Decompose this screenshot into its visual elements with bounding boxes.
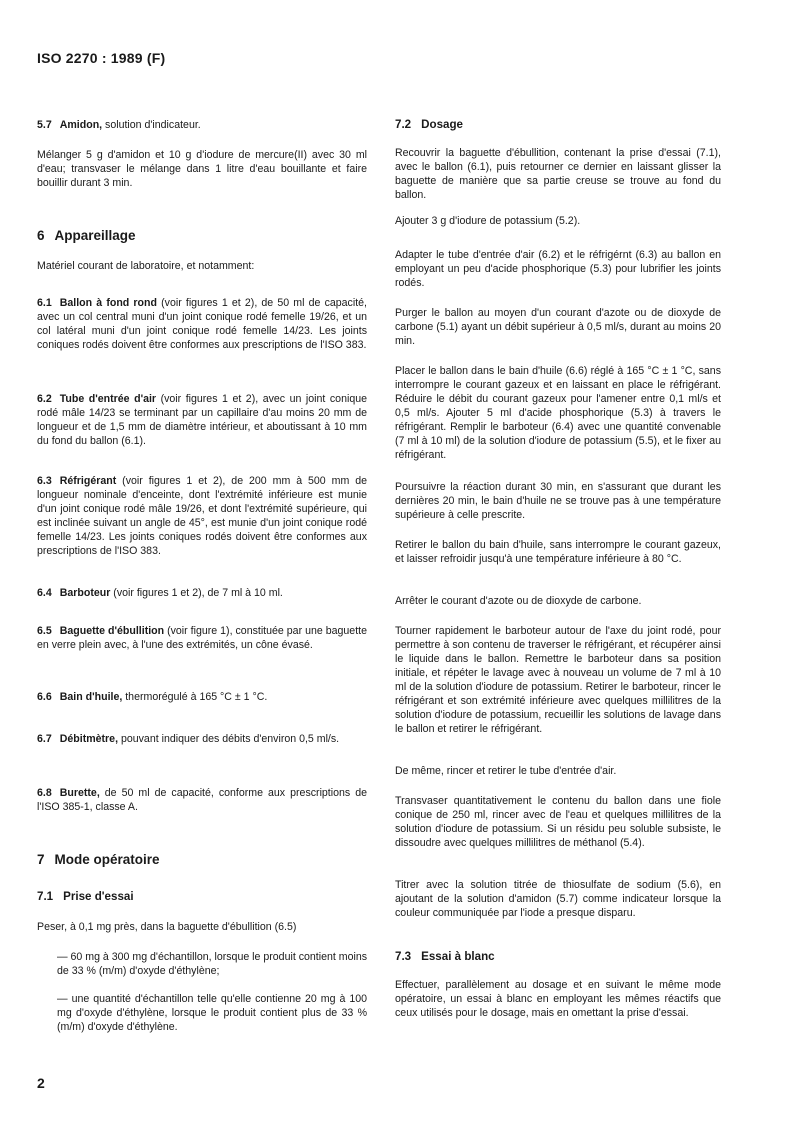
dosage-para-5: Placer le ballon dans le bain d'huile (6.6) réglé à 165 °C ± 1 °C, sans interrompre le courant gazeux et en laissant en place le réfrigérant. Réduire le débit du courant gazeux pour l'amener entre 0,1 ml/s et 0,5 ml/s. Ajouter 5 ml d'acide phosphorique (5.3) à travers le réfrigérant. Remplir le barboteur (6.4) avec une quantité convenable (7 ml à 10 ml) de la solution d'iodure de potassium (5.5), et le fixer au réfrigérant. (395, 365, 721, 461)
heading-7-3: 7.3 Essai à blanc (395, 950, 495, 963)
section-6-3: 6.3 Réfrigérant (voir figures 1 et 2), de 200 mm à 500 mm de longueur nominale d'enceinte, dont l'extrémité inférieure est munie d'un joint conique rodé mâle 19/26, et dont l'extrémité supérieure, qui est inclinée suivant un angle de 45°, est munie d'un joint conique rodé femelle 14/23. Les joints coniques rodés doivent être conformes aux prescriptions de l'ISO 383. (37, 475, 367, 557)
dosage-para-2: Ajouter 3 g d'iodure de potassium (5.2). (395, 215, 581, 227)
section-6-5: 6.5 Baguette d'ébullition (voir figure 1), constituée par une baguette en verre plein avec, à l'une des extrémités, un cône évasé. (37, 625, 367, 651)
heading-7-1: 7.1 Prise d'essai (37, 890, 134, 903)
dosage-para-10: De même, rincer et retirer le tube d'entrée d'air. (395, 765, 617, 777)
heading-6: 6 Appareillage (37, 228, 136, 243)
section-6-intro: Matériel courant de laboratoire, et notamment: (37, 260, 255, 272)
heading-7: 7 Mode opératoire (37, 852, 160, 867)
section-6-6: 6.6 Bain d'huile, thermorégulé à 165 °C ± 1 °C. (37, 691, 268, 703)
dosage-para-3: Adapter le tube d'entrée d'air (6.2) et le réfrigérnt (6.3) au ballon en employant un peu d'acide phosphorique (5.3) pour lubrifier les joints rodés. (395, 249, 721, 289)
heading-7-2: 7.2 Dosage (395, 118, 464, 131)
dosage-para-4: Purger le ballon au moyen d'un courant d'azote ou de dioxyde de carbone (5.1) ayant un débit supérieur à 0,5 ml/s, durant au moins 20 min. (395, 307, 721, 347)
dosage-para-8: Arrêter le courant d'azote ou de dioxyde de carbone. (395, 595, 642, 607)
section-5-7-body: Mélanger 5 g d'amidon et 10 g d'iodure de mercure(II) avec 30 ml d'eau; transvaser le mélange dans 1 litre d'eau bouillante et faire bouillir durant 3 min. (37, 149, 367, 189)
section-6-1: 6.1 Ballon à fond rond (voir figures 1 et 2), de 50 ml de capacité, avec un col central muni d'un joint conique rodé femelle 19/26, et un col latéral muni d'un joint conique rodé femelle 14/23. Les joints coniques rodés doivent être conformes aux prescriptions de l'ISO 383. (37, 297, 367, 351)
dosage-para-12: Titrer avec la solution titrée de thiosulfate de sodium (5.6), en ajoutant de la solution d'amidon (5.7) comme indicateur lorsque la couleur communiquée par l'iode a presque disparu. (395, 879, 721, 919)
dosage-para-1: Recouvrir la baguette d'ébullition, contenant la prise d'essai (7.1), avec le ballon (6.1), puis retourner ce dernier en laissant glisser la baguette de manière que sa partie creuse se trouve au fond du ballon. (395, 147, 721, 201)
section-6-2: 6.2 Tube d'entrée d'air (voir figures 1 et 2), avec un joint conique rodé mâle 14/23 se terminant par un capillaire d'au moins 20 mm de longueur et de 1,5 mm de diamètre intérieur, et aboutissant à 10 mm du fond du ballon (6.1). (37, 393, 367, 447)
section-6-8: 6.8 Burette, de 50 ml de capacité, conforme aux prescriptions de l'ISO 385-1, classe A. (37, 787, 367, 813)
dosage-para-6: Poursuivre la réaction durant 30 min, en s'assurant que durant les dernières 20 min, le bain d'huile ne se trouve pas à une température supérieure à celle prescrite. (395, 481, 721, 521)
section-7-1-item-1: — 60 mg à 300 mg d'échantillon, lorsque le produit contient moins de 33 % (m/m) d'oxyde d'éthylène; (57, 951, 368, 977)
section-7-1-intro: Peser, à 0,1 mg près, dans la baguette d'ébullition (6.5) (37, 921, 297, 933)
page-number: 2 (37, 1075, 45, 1091)
dosage-para-7: Retirer le ballon du bain d'huile, sans interrompre le courant gazeux, et laisser refroidir jusqu'à une température inférieure à 80 °C. (395, 539, 721, 565)
document-header: ISO 2270 : 1989 (F) (37, 50, 166, 66)
section-7-1-item-2: — une quantité d'échantillon telle qu'elle contienne 20 mg à 100 mg d'oxyde d'éthylène, lorsque le produit contient plus de 33 % (m/m) d'oxyde d'éthylène. (57, 993, 367, 1033)
section-6-4: 6.4 Barboteur (voir figures 1 et 2), de 7 ml à 10 ml. (37, 587, 283, 599)
section-5-7: 5.7 Amidon, solution d'indicateur. (37, 119, 201, 131)
blank-test-para: Effectuer, parallèlement au dosage et en suivant le même mode opératoire, un essai à blanc en employant les mêmes réactifs que ceux utilisés pour le dosage, mais en omettant la prise d'essai. (395, 979, 721, 1019)
dosage-para-11: Transvaser quantitativement le contenu du ballon dans une fiole conique de 250 ml, rincer avec de l'eau et quelques millilitres de la solution d'iodure de potassium. Si un résidu peu soluble subsiste, le dissoudre avec quelques millilitres de méthanol (5.4). (395, 795, 721, 849)
dosage-para-9: Tourner rapidement le barboteur autour de l'axe du joint rodé, pour permettre à son contenu de traverser le réfrigérant, et récupérer ainsi le liquide dans le ballon. Remettre le barboteur dans sa position initiale, et répéter le lavage avec à nouveau un volume de 7 ml à 10 ml de la solution d'iodure de potassium. Retirer le barboteur, rincer le réfrigérant et son extrémité inférieure avec quelques millilitres de la solution d'iodure de potassium, recueillir les solutions de lavage dans le ballon et retirer le réfrigérant. (395, 625, 721, 735)
section-6-7: 6.7 Débitmètre, pouvant indiquer des débits d'environ 0,5 ml/s. (37, 733, 340, 745)
